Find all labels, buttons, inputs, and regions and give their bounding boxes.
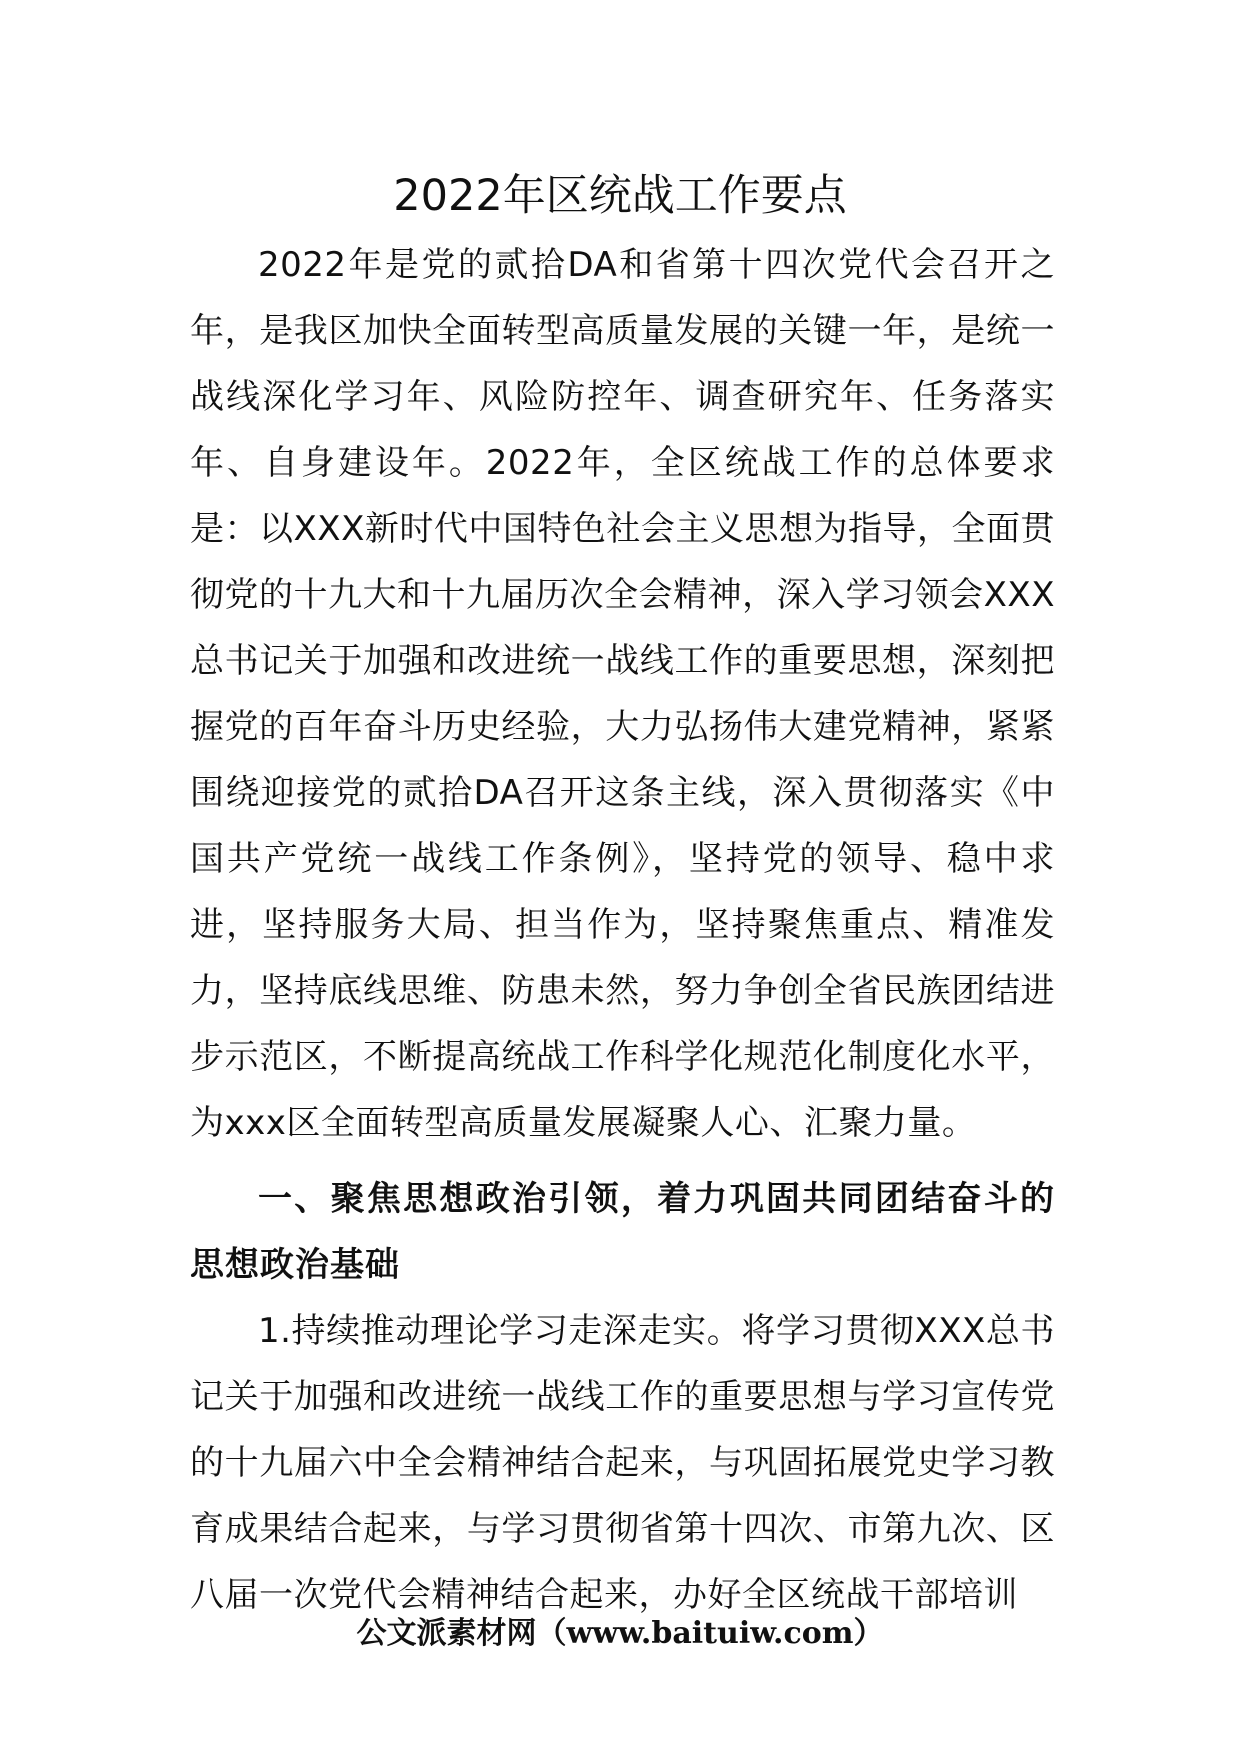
footer-watermark: 公文派素材网（www.baituiw.com） [356,1616,884,1651]
item-paragraph-1: 1.持续推动理论学习走深走实。将学习贯彻XXX总书记关于加强和改进统一战线工作的重要思想与学习宣传党的十九届六中全会精神结合起来，与巩固拓展党史学习教育成果结合起来，与学习贯彻省第十四次、市第九次、区八届一次党代会精神结合起来，办好全区统战干部培训 [190,1311,1055,1615]
intro-paragraph: 2022年是党的贰拾DA和省第十四次党代会召开之年，是我区加快全面转型高质量发展的关键一年，是统一战线深化学习年、风险防控年、调查研究年、任务落实年、自身建设年。2022年，全区统战工作的总体要求是：以XXX新时代中国特色社会主义思想为指导，全面贯彻党的十九大和十九届历次全会精神，深入学习领会XXX总书记关于加强和改进统一战线工作的重要思想，深刻把握党的百年奋斗历史经验，大力弘扬伟大建党精神，紧紧围绕迎接党的贰拾DA召开这条主线，深入贯彻落实《中国共产党统一战线工作条例》，坚持党的领导、稳中求进，坚持服务大局、担当作为，坚持聚焦重点、精准发力，坚持底线思维、防患未然，努力争创全省民族团结进步示范区，不断提高统战工作科学化规范化制度化水平，为xxx区全面转型高质量发展凝聚人心、汇聚力量。 [190,245,1055,1143]
document-body [190,232,1055,1628]
document-title: 2022年区统战工作要点 [393,171,847,221]
section-heading-1: 一、聚焦思想政治引领，着力巩固共同团结奋斗的思想政治基础 [190,1179,1055,1285]
